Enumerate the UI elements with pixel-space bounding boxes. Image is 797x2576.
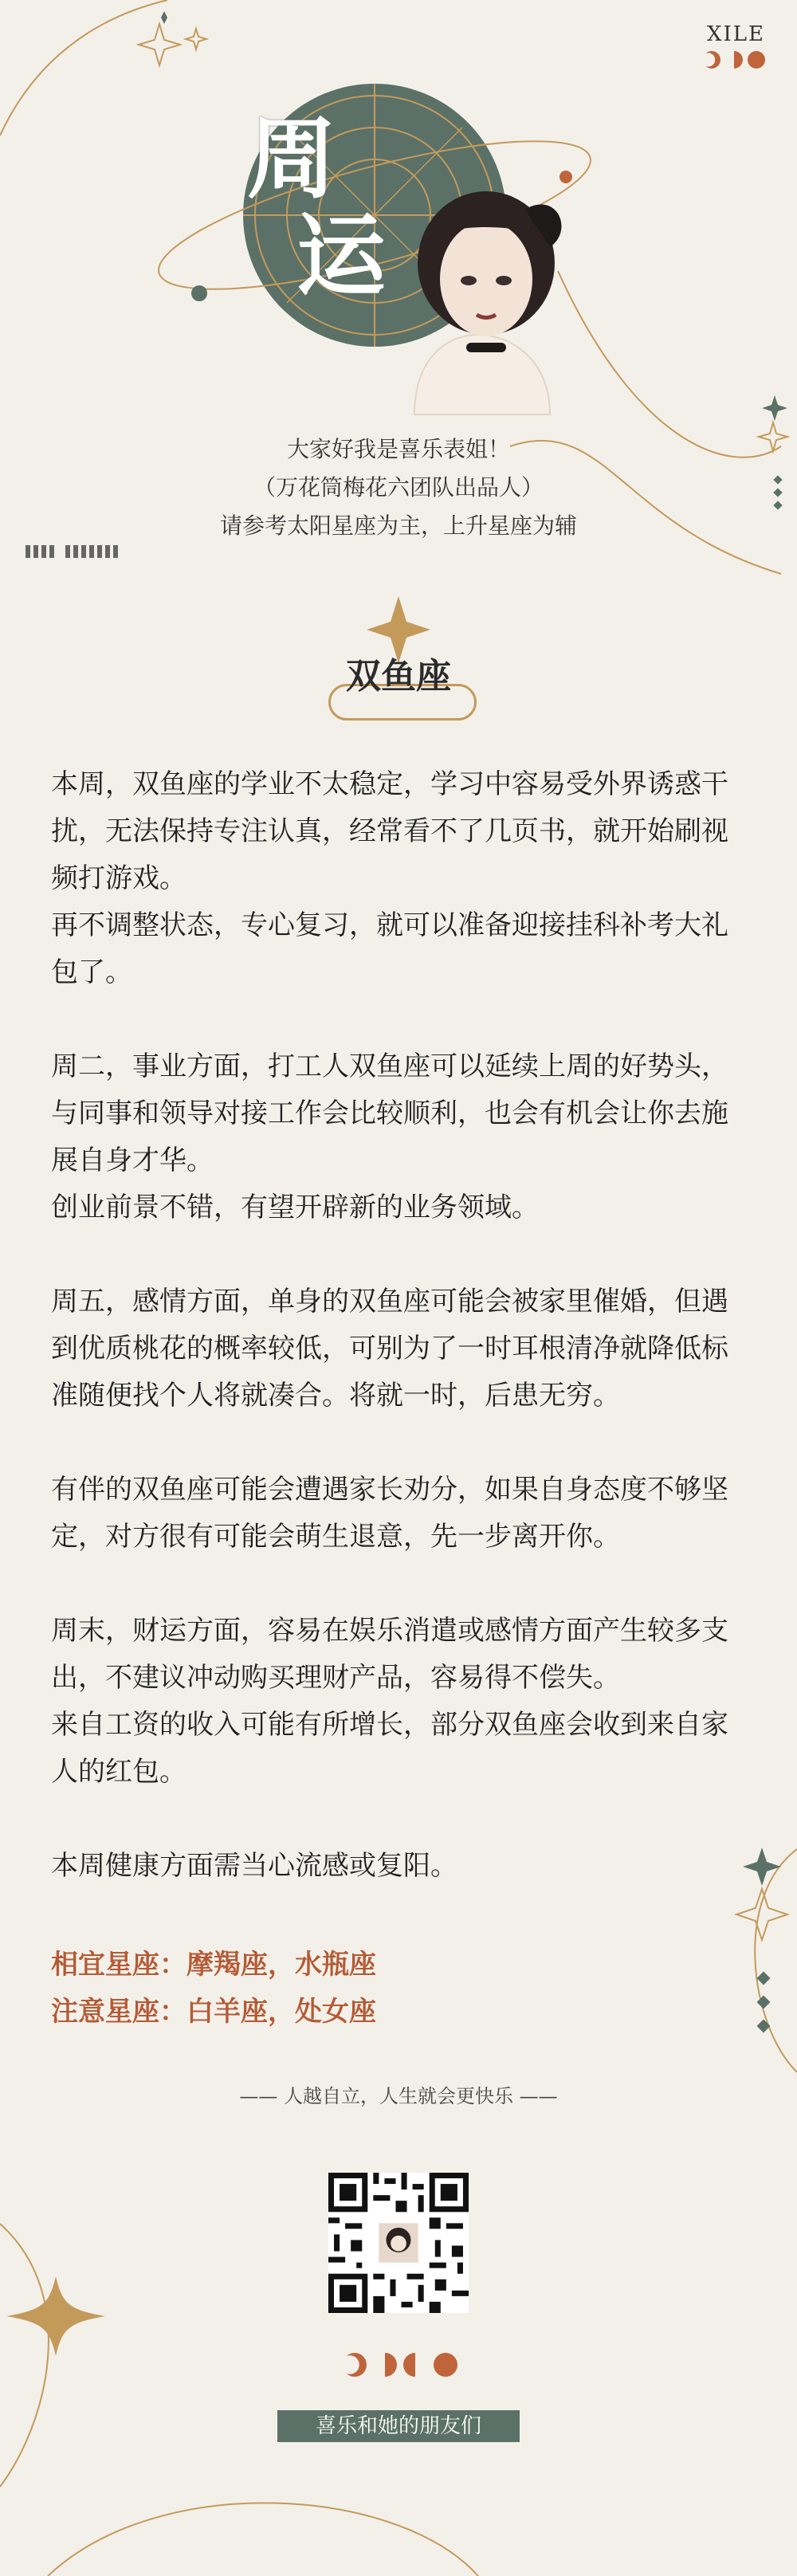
qr-code[interactable] bbox=[328, 2173, 469, 2313]
compatible-signs: 相宜星座：摩羯座，水瓶座 bbox=[51, 1949, 376, 1981]
portrait-illustration bbox=[414, 191, 561, 414]
horoscope-body bbox=[51, 761, 752, 1890]
paragraph: 周末，财运方面，容易在娱乐消遣或感情方面产生较多支出，不建议冲动购买理财产品，容易得不偿失。 bbox=[51, 1615, 728, 1694]
half-moon-icon bbox=[403, 2353, 427, 2377]
paragraph: 有伴的双鱼座可能会遭遇家长劝分，如果自身态度不够坚定，对方很有可能会萌生退意，先一步离开你。 bbox=[51, 1474, 728, 1553]
paragraph: 本周健康方面需当心流感或复阳。 bbox=[51, 1850, 457, 1882]
intro-line: （万花筒梅花六团队出品人） bbox=[253, 474, 544, 501]
full-moon-icon bbox=[748, 51, 765, 69]
crescent-moon-icon bbox=[703, 51, 720, 69]
paragraph: 周二，事业方面，打工人双鱼座可以延续上周的好势头，与同事和领导对接工作会比较顺利，也会有机会让你去施展自身才华。 bbox=[51, 1050, 728, 1176]
compatibility bbox=[51, 1942, 376, 2036]
moon-phase-icons bbox=[703, 51, 765, 69]
intro-line: 大家好我是喜乐表姐！ bbox=[286, 436, 510, 462]
full-moon-icon bbox=[434, 2353, 457, 2377]
paragraph: 本周，双鱼座的学业不太稳定，学习中容易受外界诱惑干扰，无法保持专注认真，经常看不了几页书，就开始刷视频打游戏。 bbox=[51, 768, 728, 894]
motto: —— 人越自立，人生就会更快乐 —— bbox=[239, 2085, 558, 2107]
paragraph: 再不调整状态，专心复习，就可以准备迎接挂科补考大礼包了。 bbox=[51, 909, 728, 988]
sparkle-icon bbox=[139, 24, 206, 65]
title-char-1: 周 bbox=[247, 107, 336, 211]
paragraph: 来自工资的收入可能有所增长，部分双鱼座会收到来自家人的红包。 bbox=[51, 1709, 728, 1788]
title-char-2: 运 bbox=[296, 204, 386, 308]
caution-signs: 注意星座：白羊座，处女座 bbox=[51, 1996, 376, 2028]
sign-title: 双鱼座 bbox=[346, 656, 451, 697]
brand-label: XILE bbox=[706, 22, 765, 46]
paragraph: 周五，感情方面，单身的双鱼座可能会被家里催婚，但遇到优质桃花的概率较低，可别为了一时耳根清净就降低标准随便找个人将就凑合。将就一时，后患无穷。 bbox=[51, 1286, 728, 1412]
barcode-deco bbox=[26, 545, 118, 558]
intro-line: 请参考太阳星座为主，上升星座为辅 bbox=[219, 512, 577, 539]
crescent-moon-icon bbox=[343, 2353, 367, 2377]
moon-phase-icons-bottom bbox=[343, 2353, 457, 2377]
paragraph: 创业前景不错，有望开辟新的业务领域。 bbox=[51, 1192, 539, 1223]
half-moon-icon bbox=[725, 51, 743, 69]
footer-label: 喜乐和她的朋友们 bbox=[277, 2410, 520, 2442]
intro-text bbox=[0, 430, 797, 545]
half-moon-icon bbox=[373, 2353, 397, 2377]
